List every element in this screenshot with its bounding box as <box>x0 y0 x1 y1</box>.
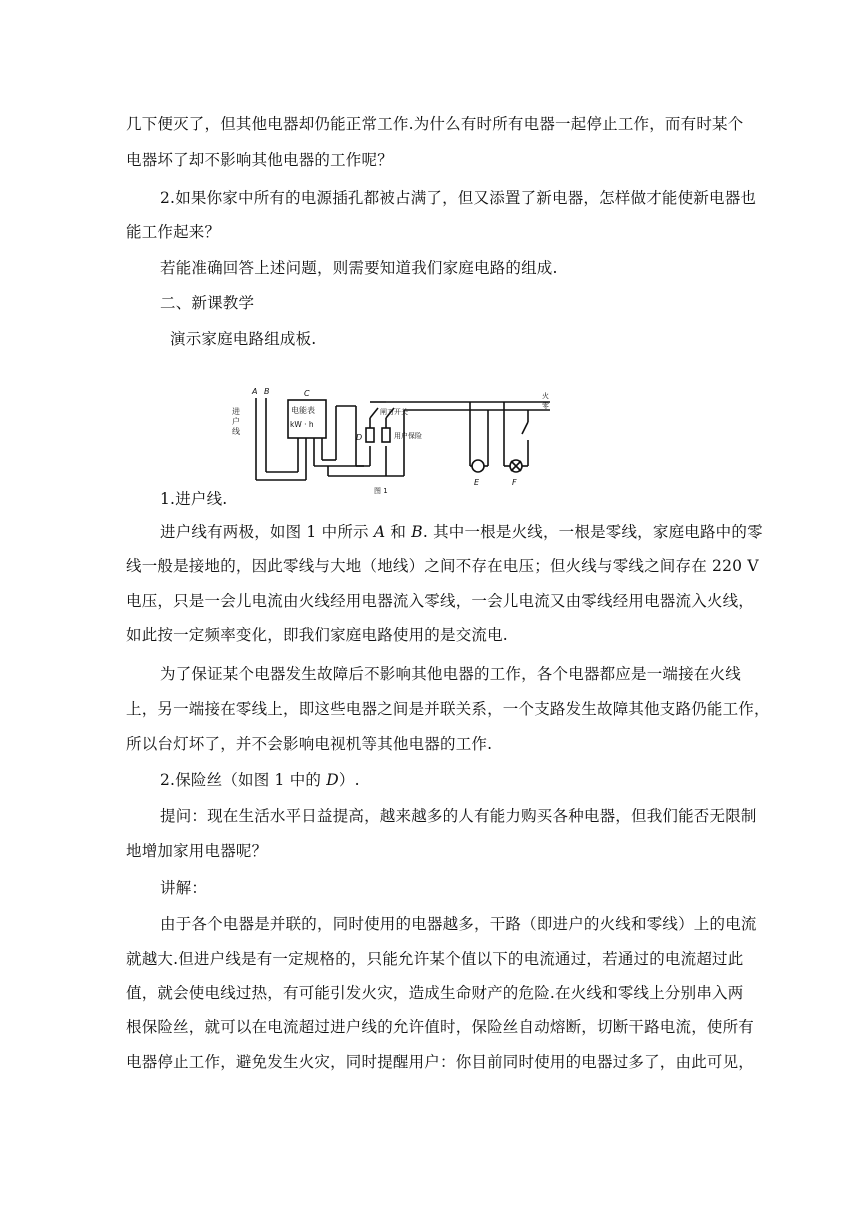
fuse-label: 用户保险 <box>394 432 422 440</box>
subheading-line <box>160 770 780 790</box>
paragraph-line: 讲解： <box>160 879 208 897</box>
text-span: ）. <box>338 771 360 789</box>
live-label: 火 <box>542 392 549 400</box>
meter-unit: kW · h <box>290 420 314 429</box>
paragraph-line: 上，另一端接在零线上，即这些电器之间是并联关系，一个支路发生故障其他支路仍能工作， <box>126 700 770 718</box>
paragraph-line: 由于各个电器是并联的，同时使用的电器越多，干路（即进户的火线和零线）上的电流 <box>160 915 757 933</box>
paragraph-line: 地增加家用电器呢？ <box>126 842 268 860</box>
text-span-italic: D <box>326 771 339 789</box>
label-e: E <box>474 478 480 487</box>
text-span: 2.保险丝（如图 1 中的 <box>160 771 327 789</box>
paragraph-line: 电器停止工作，避免发生火灾，同时提醒用户：你目前同时使用的电器过多了，由此可见， <box>126 1053 755 1071</box>
switch-label: 闸刀开关 <box>380 408 408 416</box>
paragraph-line: 提问：现在生活水平日益提高，越来越多的人有能力购买各种电器，但我们能否无限制 <box>160 807 757 825</box>
inlet-char-3: 线 <box>232 427 240 436</box>
paragraph-line: 几下便灭了，但其他电器却仍能正常工作.为什么有时所有电器一起停止工作，而有时某个 <box>126 115 744 133</box>
text-span: . 其中一根是火线，一根是零线，家庭电路中的零 <box>422 523 763 541</box>
paragraph-line <box>160 522 780 542</box>
paragraph-line: 电压，只是一会儿电流由火线经用电器流入零线，一会儿电流又由零线经用电器流入火线， <box>126 592 755 610</box>
inlet-char-1: 进 <box>232 407 240 416</box>
paragraph-line: 如此按一定频率变化，即我们家庭电路使用的是交流电. <box>126 626 508 644</box>
label-a: A <box>252 387 258 396</box>
label-c: C <box>304 389 310 398</box>
label-b: B <box>264 387 270 396</box>
paragraph-line: 根保险丝，就可以在电流超过进户线的允许值时，保险丝自动熔断，切断干路电流，使所有 <box>126 1018 755 1036</box>
question-2-line: 2.如果你家中所有的电源插孔都被占满了，但又添置了新电器，怎样做才能使新电器也 <box>160 189 757 207</box>
section-heading: 二、新课教学 <box>160 294 255 312</box>
paragraph-line: 就越大.但进户线是有一定规格的，只能允许某个值以下的电流通过，若通过的电流超过此 <box>126 950 744 968</box>
paragraph-line: 线一般是接地的，因此零线与大地（地线）之间不存在电压；但火线与零线之间存在 220 V <box>126 557 759 575</box>
figure-caption: 图 1 <box>374 487 388 495</box>
paragraph-line: 为了保证某个电器发生故障后不影响其他电器的工作，各个电器都应是一端接在火线 <box>160 665 741 683</box>
text-span-italic: A <box>373 523 386 541</box>
label-f: F <box>512 478 517 487</box>
meter-label: 电能表 <box>291 406 315 415</box>
text-span: 进户线有两极，如图 1 中所示 <box>160 523 374 541</box>
paragraph-line: 电器坏了却不影响其他电器的工作呢？ <box>126 151 393 169</box>
paragraph-line: 演示家庭电路组成板. <box>170 330 317 348</box>
household-circuit-diagram <box>228 380 564 496</box>
paragraph-line: 能工作起来？ <box>126 223 221 241</box>
text-span-italic: B <box>411 523 423 541</box>
paragraph-line: 若能准确回答上述问题，则需要知道我们家庭电路的组成. <box>160 259 558 277</box>
label-d: D <box>356 433 363 442</box>
paragraph-line: 所以台灯坏了，并不会影响电视机等其他电器的工作. <box>126 735 493 753</box>
text-span: 和 <box>385 523 412 541</box>
inlet-char-2: 户 <box>232 417 240 426</box>
circuit-figure <box>228 380 564 496</box>
subheading-line: 1.进户线. <box>160 490 228 508</box>
paragraph-line: 值，就会使电线过热，有可能引发火灾，造成生命财产的危险.在火线和零线上分别串入两 <box>126 984 744 1002</box>
neutral-label: 零 <box>542 402 549 410</box>
